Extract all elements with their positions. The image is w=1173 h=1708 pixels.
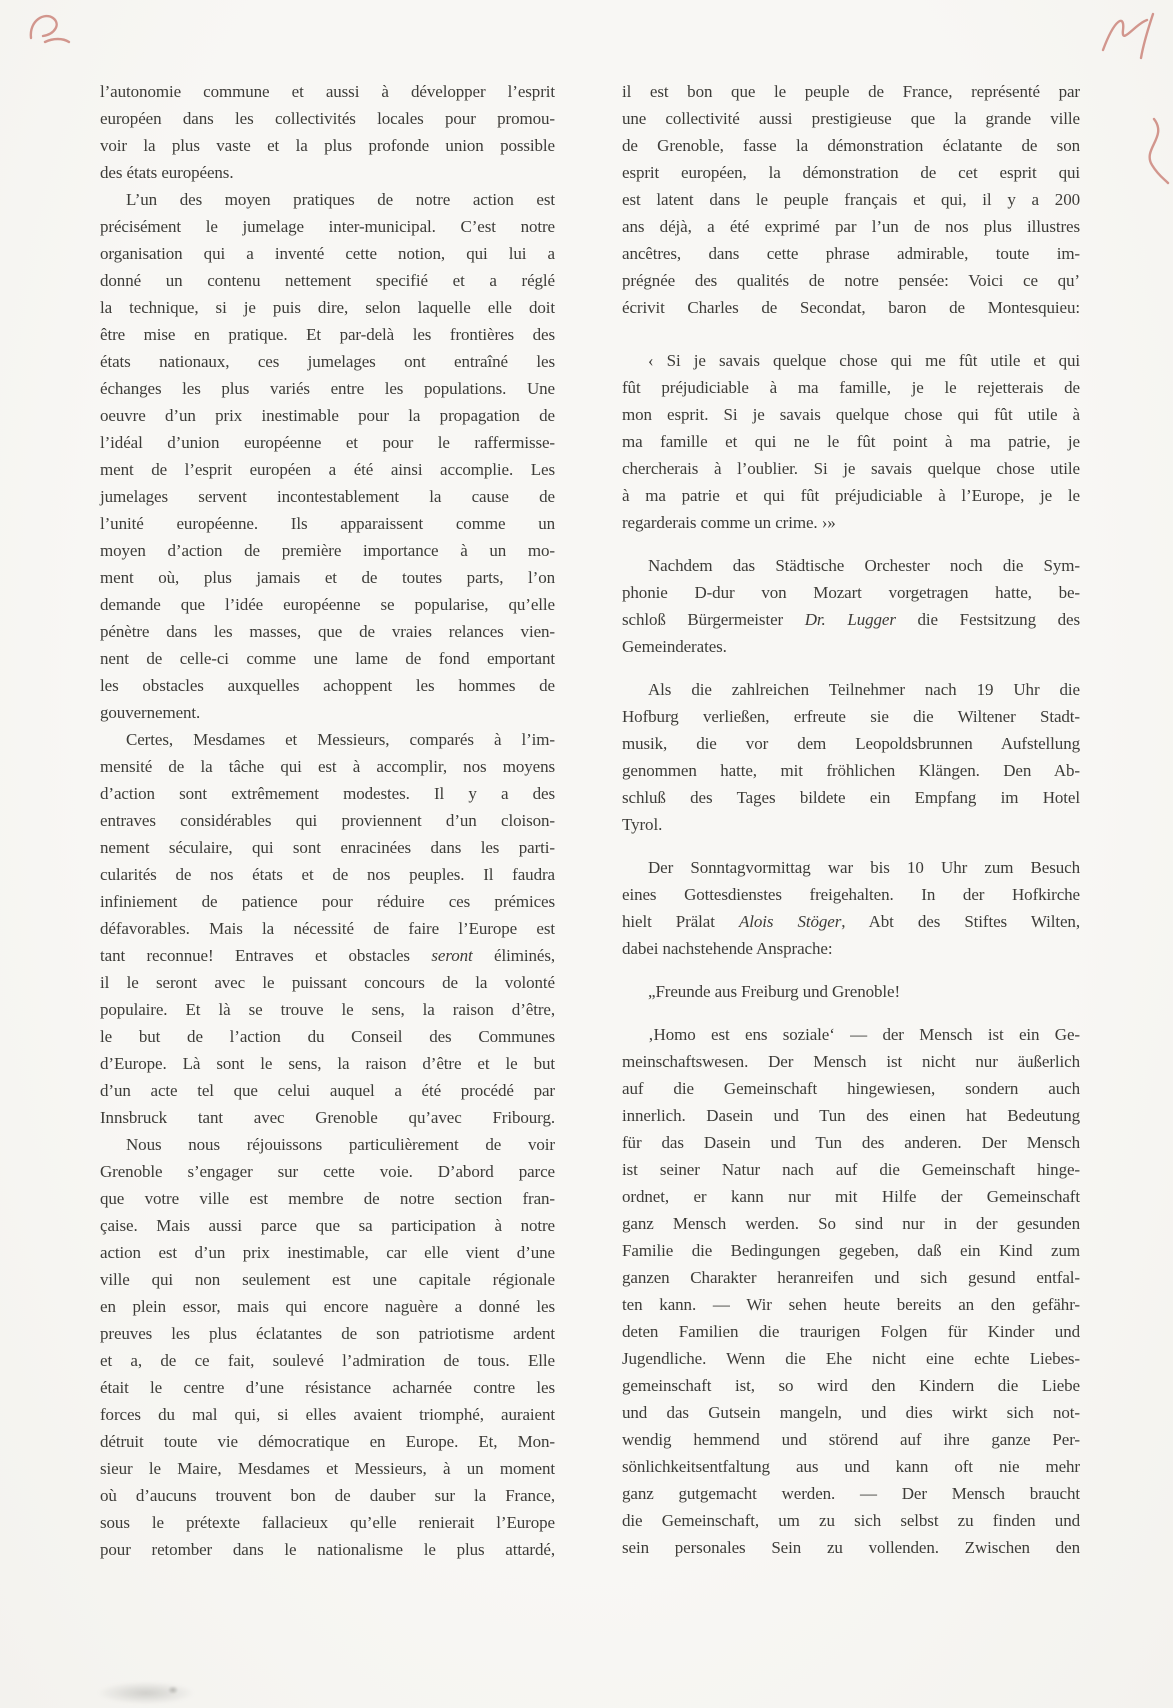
- text-line: fût préjudiciable à ma famille, je le rejetterais de: [622, 378, 1080, 397]
- text-line: Grenoble s’engager sur cette voie. D’abord parce: [100, 1162, 555, 1181]
- text-line: prégnée des qualités de notre pensée: Voici ce qu’: [622, 271, 1080, 290]
- text-line: pénètre dans les masses, que de vraies relances vien-: [100, 622, 555, 641]
- text-line: esprit européen, la démonstration de cet esprit qui: [622, 163, 1080, 182]
- text-line: jumelages servent incontestablement la cause de: [100, 487, 555, 506]
- text-line: ancêtres, dans cette phrase admirable, toute im-: [622, 244, 1080, 263]
- red-pen-mark-top-right: [1095, 6, 1167, 66]
- text-line: états nationaux, ces jumelages ont entraîné les: [100, 352, 555, 371]
- text-column-right: [622, 78, 1080, 1563]
- text-line: détruit toute vie démocratique en Europe. Et, Mon-: [100, 1432, 555, 1451]
- text-line: entraves considérables qui proviennent d’un cloison-: [100, 811, 555, 830]
- paragraph: [100, 186, 555, 726]
- text-line: ordnet, er kann nur mit Hilfe der Gemeinschaft: [622, 1187, 1080, 1206]
- text-line: mon esprit. Si je savais quelque chose qui fût utile à: [622, 405, 1080, 424]
- text-line: oeuvre d’un prix inestimable pour la propagation de: [100, 406, 555, 425]
- text-line: nent de celle-ci comme une lame de fond emportant: [100, 649, 555, 668]
- text-line: précisément le jumelage inter-municipal. C’est notre: [100, 217, 555, 236]
- text-line: défavorables. Mais la nécessité de faire l’Europe est: [100, 919, 555, 938]
- text-line: ‹ Si je savais quelque chose qui me fût utile et qui: [648, 351, 1080, 370]
- text-line: tant reconnue! Entraves et obstacles seront éliminés,: [100, 946, 555, 965]
- text-line: Der Sonntagvormittag war bis 10 Uhr zum Besuch: [648, 858, 1080, 877]
- text-line: le but de l’action du Conseil des Communes: [100, 1027, 555, 1046]
- text-line: Nous nous réjouissons particulièrement de voir: [126, 1135, 555, 1154]
- text-line: était le centre d’une résistance acharnée contre les: [100, 1378, 555, 1397]
- text-line: action est d’un prix inestimable, car elle vient d’une: [100, 1243, 555, 1262]
- smudge-dot: [168, 1686, 178, 1694]
- text-line: est latent dans le peuple français et qui, il y a 200: [622, 190, 1080, 209]
- text-line: à ma patrie et qui fût préjudiciable à l’Europe, je le: [622, 486, 1080, 505]
- paragraph: [622, 1021, 1080, 1561]
- text-line: moyen d’action de première importance à un mo-: [100, 541, 555, 560]
- text-line: organisation qui a inventé cette notion, qui lui a: [100, 244, 555, 263]
- text-line: il est bon que le peuple de France, représenté par: [622, 82, 1080, 101]
- text-line: Hofburg verließen, erfreute sie die Wiltener Stadt-: [622, 707, 1080, 726]
- text-line: regarderais comme un crime. ›»: [622, 513, 836, 532]
- text-line: être mise en pratique. Et par-delà les frontières des: [100, 325, 555, 344]
- paragraph: [622, 676, 1080, 838]
- text-line: genommen hatte, mit fröhlichen Klängen. Den Ab-: [622, 761, 1080, 780]
- text-line: d’action sont extrêmement modestes. Il y a des: [100, 784, 555, 803]
- text-line: innerlich. Dasein und Tun des einen hat Bedeutung: [622, 1106, 1080, 1125]
- text-line: sönlichkeitsentfaltung aus und kann oft nie mehr: [622, 1457, 1080, 1476]
- text-line: où d’aucuns trouvent bon de dauber sur la France,: [100, 1486, 555, 1505]
- text-line: Gemeinderates.: [622, 637, 727, 656]
- text-line: des états européens.: [100, 163, 234, 182]
- text-line: sieur le Maire, Mesdames et Messieurs, à un moment: [100, 1459, 555, 1478]
- text-line: européen dans les collectivités locales pour promou-: [100, 109, 555, 128]
- text-line: pour retomber dans le nationalisme le plus attardé,: [100, 1540, 555, 1559]
- text-line: ganz Mensch werden. So sind nur in der gesunden: [622, 1214, 1080, 1233]
- text-line: hielt Prälat Alois Stöger, Abt des Stiftes Wilten,: [622, 912, 1080, 931]
- text-line: Familie die Bedingungen gegeben, daß ein Kind zum: [622, 1241, 1080, 1260]
- text-line: L’un des moyen pratiques de notre action est: [126, 190, 555, 209]
- text-line: chercherais à l’oublier. Si je savais quelque chose utile: [622, 459, 1080, 478]
- text-line: il le seront avec le puissant concours de la volonté: [100, 973, 555, 992]
- text-line: ment de l’esprit européen a été ainsi accomplie. Les: [100, 460, 555, 479]
- text-line: ville qui non seulement est une capitale régionale: [100, 1270, 555, 1289]
- red-pen-mark-right-edge: [1138, 115, 1172, 187]
- text-line: Nachdem das Städtische Orchester noch die Sym-: [648, 556, 1080, 575]
- text-line: que votre ville est membre de notre section fran-: [100, 1189, 555, 1208]
- text-line: d’Europe. Là sont le sens, la raison d’être et le but: [100, 1054, 555, 1073]
- text-line: gemeinschaft ist, so wird den Kindern die Liebe: [622, 1376, 1080, 1395]
- text-column-left: [100, 78, 555, 1563]
- paragraph: [622, 978, 1080, 1005]
- text-line: la technique, si je puis dire, selon laquelle elle doit: [100, 298, 555, 317]
- text-line: infiniement de patience pour réduire ces prémices: [100, 892, 555, 911]
- text-line: Jugendliche. Wenn die Ehe nicht eine echte Liebes-: [622, 1349, 1080, 1368]
- text-line: échanges les plus variés entre les populations. Une: [100, 379, 555, 398]
- text-line: ma famille et qui ne le fût point à ma patrie, je: [622, 432, 1080, 451]
- text-line: ganz gutgemacht werden. — Der Mensch braucht: [622, 1484, 1080, 1503]
- text-line: mensité de la tâche qui est à accomplir, nos moyens: [100, 757, 555, 776]
- text-line: cularités de nos états et de nos peuples. Il faudra: [100, 865, 555, 884]
- text-line: „Freunde aus Freiburg und Grenoble!: [648, 982, 901, 1001]
- text-line: Certes, Mesdames et Messieurs, comparés à l’im-: [126, 730, 555, 749]
- red-pen-mark-top-left: [25, 8, 77, 50]
- text-line: les obstacles auxquelles achoppent les hommes de: [100, 676, 555, 695]
- text-line: ans déjà, a été exprimé par l’un de nos plus illustres: [622, 217, 1080, 236]
- text-line: d’un acte tel que celui auquel a été procédé par: [100, 1081, 555, 1100]
- text-line: de Grenoble, fasse la démonstration éclatante de son: [622, 136, 1080, 155]
- text-line: auf die Gemeinschaft hingewiesen, sondern auch: [622, 1079, 1080, 1098]
- text-line: für das Dasein und Tun des anderen. Der Mensch: [622, 1133, 1080, 1152]
- text-line: die Gemeinschaft, um zu sich selbst zu finden und: [622, 1511, 1080, 1530]
- paragraph: [622, 854, 1080, 962]
- text-line: schluß des Tages bildete ein Empfang im Hotel: [622, 788, 1080, 807]
- text-line: ist seiner Natur nach auf die Gemeinschaft hinge-: [622, 1160, 1080, 1179]
- text-line: l’autonomie commune et aussi à développer l’esprit: [100, 82, 555, 101]
- text-line: populaire. Et là se trouve le sens, la raison d’être,: [100, 1000, 555, 1019]
- text-line: wendig hemmend und störend auf ihre ganze Per-: [622, 1430, 1080, 1449]
- text-line: meinschaftswesen. Der Mensch ist nicht nur äußerlich: [622, 1052, 1080, 1071]
- smudge-bottom-left: [98, 1682, 194, 1704]
- paragraph: [622, 78, 1080, 321]
- text-line: l’idéal d’union européenne et pour le raffermisse-: [100, 433, 555, 452]
- text-line: ganzen Charakter heranreifen und sich gesund entfal-: [622, 1268, 1080, 1287]
- text-line: Tyrol.: [622, 815, 663, 834]
- text-line: dabei nachstehende Ansprache:: [622, 939, 833, 958]
- text-line: schloß Bürgermeister Dr. Lugger die Festsitzung des: [622, 610, 1080, 629]
- text-block: [100, 78, 1080, 1563]
- text-line: çaise. Mais aussi parce que sa participation à notre: [100, 1216, 555, 1235]
- text-line: Als die zahlreichen Teilnehmer nach 19 Uhr die: [648, 680, 1080, 699]
- text-line: sous le prétexte fallacieux qu’elle renierait l’Europe: [100, 1513, 555, 1532]
- text-line: l’unité européenne. Ils apparaissent comme un: [100, 514, 555, 533]
- text-line: et a, de ce fait, soulevé l’admiration de tous. Elle: [100, 1351, 555, 1370]
- text-line: phonie D-dur von Mozart vorgetragen hatte, be-: [622, 583, 1080, 602]
- paragraph: [100, 726, 555, 1131]
- text-line: voir la plus vaste et la plus profonde union possible: [100, 136, 555, 155]
- text-line: Innsbruck tant avec Grenoble qu’avec Fribourg.: [100, 1108, 555, 1127]
- paragraph: [100, 1131, 555, 1563]
- paragraph: [622, 552, 1080, 660]
- text-line: nement séculaire, qui sont enracinées dans les parti-: [100, 838, 555, 857]
- text-line: musik, die vor dem Leopoldsbrunnen Aufstellung: [622, 734, 1080, 753]
- text-line: ‚Homo est ens soziale‘ — der Mensch ist ein Ge-: [648, 1025, 1080, 1044]
- text-line: écrivit Charles de Secondat, baron de Montesquieu:: [622, 298, 1080, 317]
- text-line: preuves les plus éclatantes de son patriotisme ardent: [100, 1324, 555, 1343]
- paragraph: [622, 347, 1080, 536]
- text-line: sein personales Sein zu vollenden. Zwischen den: [622, 1538, 1080, 1557]
- text-line: ment où, plus jamais et de toutes parts, l’on: [100, 568, 555, 587]
- text-line: forces du mal qui, si elles avaient triomphé, auraient: [100, 1405, 555, 1424]
- text-line: eines Gottesdienstes freigehalten. In der Hofkirche: [622, 885, 1080, 904]
- paragraph: [100, 78, 555, 186]
- text-line: demande que l’idée européenne se popularise, qu’elle: [100, 595, 555, 614]
- text-line: en plein essor, mais qui encore naguère a donné les: [100, 1297, 555, 1316]
- text-line: deten Familien die traurigen Folgen für Kinder und: [622, 1322, 1080, 1341]
- text-line: und das Gutsein mangeln, und dies wirkt sich not-: [622, 1403, 1080, 1422]
- text-line: donné un contenu nettement specifié et a réglé: [100, 271, 555, 290]
- text-line: une collectivité aussi prestigieuse que la grande ville: [622, 109, 1080, 128]
- text-line: ten kann. — Wir sehen heute bereits an den gefähr-: [622, 1295, 1080, 1314]
- text-line: gouvernement.: [100, 703, 201, 722]
